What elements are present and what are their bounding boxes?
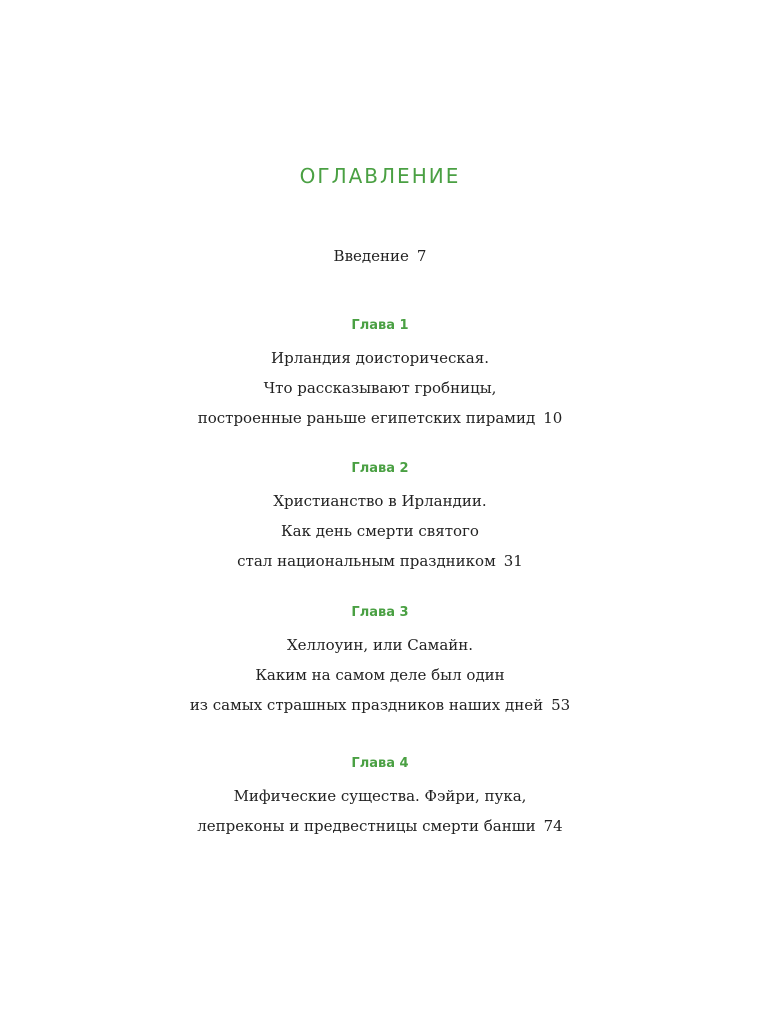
- toc-entry-intro[interactable]: [0, 247, 760, 265]
- chapter-page-number: 53: [551, 696, 571, 714]
- chapter-label: Глава 1: [351, 318, 409, 333]
- chapter-title-line: [0, 690, 760, 720]
- chapter-title-line: [0, 403, 760, 433]
- chapter-title-line: Каким на самом деле был один: [255, 666, 505, 684]
- chapter-title-text: стал национальным праздником: [237, 552, 496, 570]
- chapter-page-number: 10: [543, 409, 563, 427]
- intro-title: Введение: [333, 247, 409, 265]
- intro-page-number: 7: [416, 247, 427, 265]
- chapter-title-line: Ирландия доисторическая.: [271, 349, 489, 367]
- chapter-page-number: 31: [503, 552, 523, 570]
- toc-entry-chapter-2[interactable]: [0, 458, 760, 576]
- chapter-title-line: [0, 811, 760, 841]
- chapter-label: Глава 4: [351, 756, 409, 771]
- chapter-title-line: Мифические существа. Фэйри, пука,: [233, 787, 527, 805]
- toc-entry-chapter-1[interactable]: [0, 315, 760, 433]
- chapter-title-line: Хеллоуин, или Самайн.: [286, 636, 474, 654]
- chapter-title-line: [0, 546, 760, 576]
- toc-entry-chapter-4[interactable]: [0, 753, 760, 841]
- chapter-title-text: лепреконы и предвестницы смерти банши: [197, 817, 536, 835]
- chapter-title-text: построенные раньше египетских пирамид: [197, 409, 536, 427]
- chapter-page-number: 74: [543, 817, 563, 835]
- chapter-label: Глава 3: [351, 605, 409, 620]
- chapter-title-line: Христианство в Ирландии.: [273, 492, 487, 510]
- chapter-title-text: из самых страшных праздников наших дней: [189, 696, 544, 714]
- page-title: ОГЛАВЛЕНИЕ: [299, 164, 461, 188]
- toc-entry-chapter-3[interactable]: [0, 602, 760, 720]
- chapter-label: Глава 2: [351, 461, 409, 476]
- chapter-title-line: Что рассказывают гробницы,: [263, 379, 497, 397]
- chapter-title-line: Как день смерти святого: [281, 522, 479, 540]
